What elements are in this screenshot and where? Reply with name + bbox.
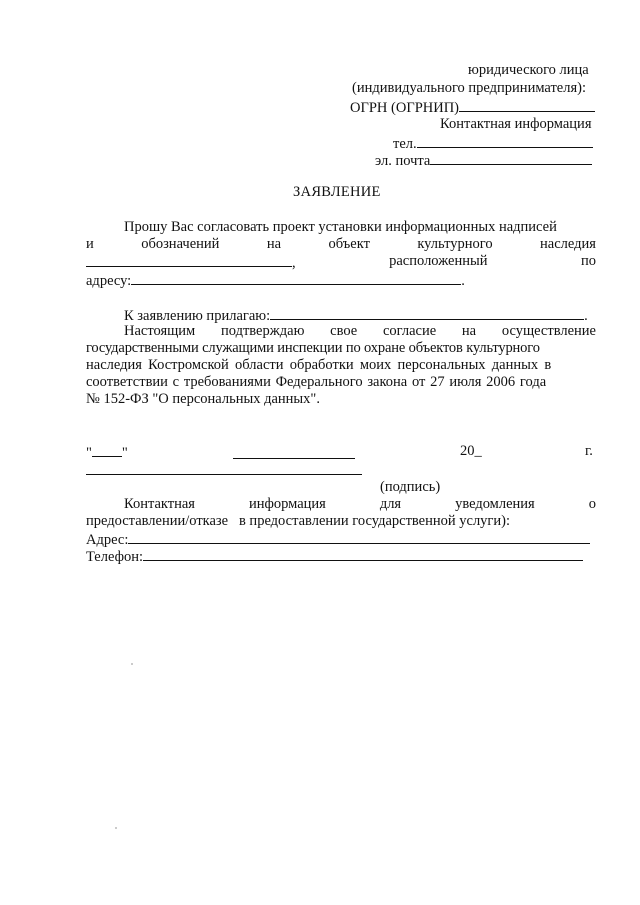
notification-word: уведомления <box>455 496 535 512</box>
notification-line-2: предоставлении/отказе в предоставлении государственной услуги): <box>86 513 510 529</box>
request-word: наследия <box>540 236 596 252</box>
request-line-1: Прошу Вас согласовать проект установки информационных надписей <box>124 219 557 235</box>
consent-word: на <box>461 323 477 339</box>
attachment-label: К заявлению прилагаю: <box>124 308 271 324</box>
consent-line-2: государственными служащими инспекции по охране объектов культурного <box>86 340 540 356</box>
date-day-field[interactable] <box>92 443 122 457</box>
object-name-field[interactable] <box>86 253 292 267</box>
request-word: культурного <box>417 236 493 252</box>
notification-phone-label: Телефон: <box>86 549 144 565</box>
page-title: ЗАЯВЛЕНИЕ <box>293 184 381 200</box>
email-label: эл. почта <box>375 153 431 169</box>
notification-phone-field[interactable] <box>143 547 583 561</box>
notification-word: о <box>588 496 596 512</box>
date-year-suffix: г. <box>585 443 593 459</box>
object-name-row <box>86 253 296 272</box>
attachment-period: . <box>584 308 588 324</box>
signature-field[interactable] <box>86 474 362 475</box>
email-field[interactable] <box>430 151 592 165</box>
date-day-row <box>86 443 128 462</box>
quote-open: " <box>86 445 92 461</box>
individual-entrepreneur-label: (индивидуального предпринимателя): <box>352 80 587 96</box>
signature-label: (подпись) <box>380 479 441 495</box>
phone-label: тел. <box>393 136 417 152</box>
ogrn-row <box>350 98 595 117</box>
phone-field[interactable] <box>417 134 593 148</box>
object-address-field[interactable] <box>131 271 461 285</box>
email-row <box>375 151 592 170</box>
request-word: расположенный <box>389 253 488 269</box>
scan-speck <box>115 827 117 829</box>
date-month-field[interactable] <box>233 458 355 459</box>
consent-line-5: № 152-ФЗ "О персональных данных". <box>86 391 320 407</box>
consent-line-4: соответствии с требованиями Федерального закона от 27 июля 2006 года <box>86 374 547 390</box>
consent-line-1 <box>124 323 596 340</box>
attachment-field[interactable] <box>270 306 584 320</box>
notification-word: информация <box>248 496 326 512</box>
consent-line-3: наследия Костромской области обработки моих персональных данных в <box>86 357 552 373</box>
address-label: адресу: <box>86 273 132 289</box>
date-year-prefix: 20_ <box>460 443 482 459</box>
object-name-comma: , <box>292 255 296 271</box>
request-word: по <box>580 253 596 269</box>
request-word: на <box>266 236 282 252</box>
notification-address-field[interactable] <box>128 530 590 544</box>
address-period: . <box>461 273 465 289</box>
scan-speck <box>131 663 133 665</box>
request-line-2 <box>86 236 596 253</box>
consent-word: осуществление <box>501 323 596 339</box>
request-word: обозначений <box>141 236 220 252</box>
notification-word: для <box>379 496 402 512</box>
ogrn-field[interactable] <box>459 98 595 112</box>
consent-word: подтверждаю <box>220 323 305 339</box>
ogrn-label: ОГРН (ОГРНИП) <box>350 100 460 116</box>
notification-line-1 <box>124 496 596 513</box>
address-row <box>86 271 465 290</box>
notification-phone-row <box>86 547 583 566</box>
request-word: и <box>86 236 94 252</box>
quote-close: " <box>121 445 128 461</box>
notification-word: Контактная <box>124 496 195 512</box>
legal-entity-label: юридического лица <box>468 62 589 78</box>
consent-word: свое <box>330 323 358 339</box>
contact-info-label: Контактная информация <box>440 116 592 132</box>
consent-word: согласие <box>382 323 437 339</box>
consent-word: Настоящим <box>124 323 196 339</box>
notification-address-label: Адрес: <box>86 532 129 548</box>
request-word: объект <box>328 236 370 252</box>
request-line-3 <box>86 253 596 272</box>
